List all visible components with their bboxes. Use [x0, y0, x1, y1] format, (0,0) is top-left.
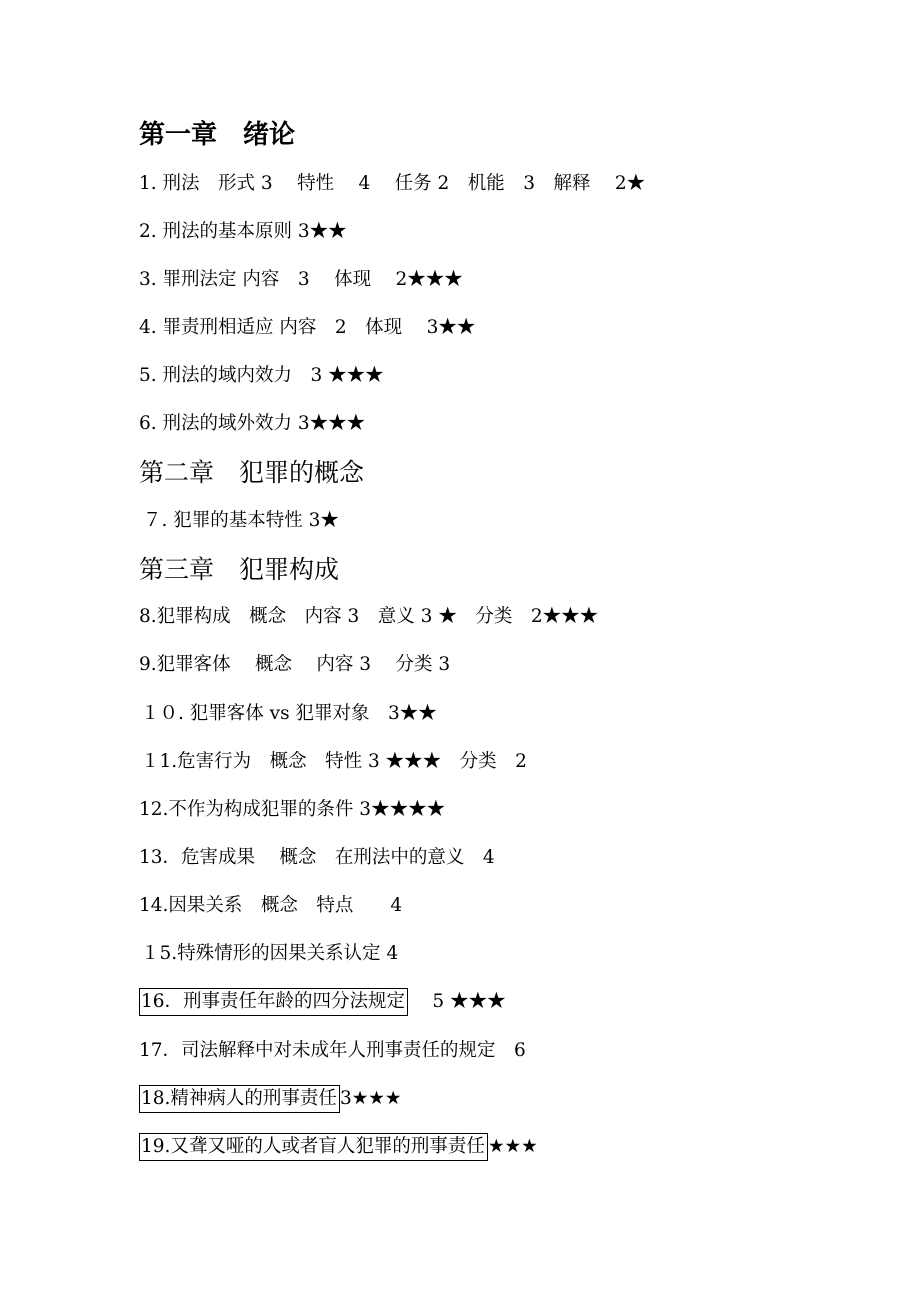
- list-item-12: 12.不作为构成犯罪的条件 3★★★★: [139, 799, 446, 820]
- list-item-13: 13．危害成果 概念 在刑法中的意义 4: [139, 847, 495, 868]
- list-item-2: 2. 刑法的基本原则 3★★: [139, 221, 347, 242]
- boxed-text-19: 19.又聋又哑的人或者盲人犯罪的刑事责任: [139, 1133, 488, 1161]
- list-item-9: 9.犯罪客体 概念 内容 3 分类 3: [139, 654, 451, 675]
- list-item-8: 8.犯罪构成 概念 内容 3 意义 3 ★ 分类 2★★★: [139, 606, 599, 627]
- list-item-6: 6. 刑法的域外效力 3★★★: [139, 413, 366, 434]
- list-item-3: 3. 罪刑法定 内容 3 体现 2★★★: [139, 269, 463, 290]
- chapter-3-heading: 第三章 犯罪构成: [139, 555, 340, 584]
- list-item-15: １5.特殊情形的因果关系认定 4: [141, 943, 399, 964]
- list-item-19-tail: ★★★: [487, 1136, 538, 1157]
- chapter-1-heading: 第一章 绪论: [139, 120, 296, 150]
- list-item-1: 1. 刑法 形式 3 特性 4 任务 2 机能 3 解释 2★: [139, 173, 646, 194]
- list-item-18: [139, 1085, 401, 1113]
- list-item-16: [139, 988, 506, 1016]
- list-item-11: １1.危害行为 概念 特性 3 ★★★ 分类 2: [141, 751, 527, 772]
- boxed-text-16: 16．刑事责任年龄的四分法规定: [139, 988, 408, 1016]
- list-item-5: 5. 刑法的域内效力 3 ★★★: [139, 365, 384, 386]
- list-item-16-tail: 5 ★★★: [408, 991, 506, 1012]
- chapter-2-heading: 第二章 犯罪的概念: [139, 458, 365, 487]
- list-item-4: 4. 罪责刑相适应 内容 2 体现 3★★: [139, 317, 476, 338]
- list-item-17: 17．司法解释中对未成年人刑事责任的规定 6: [139, 1040, 526, 1061]
- list-item-10: １０. 犯罪客体 vs 犯罪对象 3★★: [141, 703, 437, 724]
- list-item-14: 14.因果关系 概念 特点 4: [139, 895, 403, 916]
- list-item-19: [139, 1133, 538, 1161]
- list-item-7: ７. 犯罪的基本特性 3★: [143, 510, 339, 531]
- list-item-18-tail: 3★★★: [339, 1088, 402, 1109]
- boxed-text-18: 18.精神病人的刑事责任: [139, 1085, 340, 1113]
